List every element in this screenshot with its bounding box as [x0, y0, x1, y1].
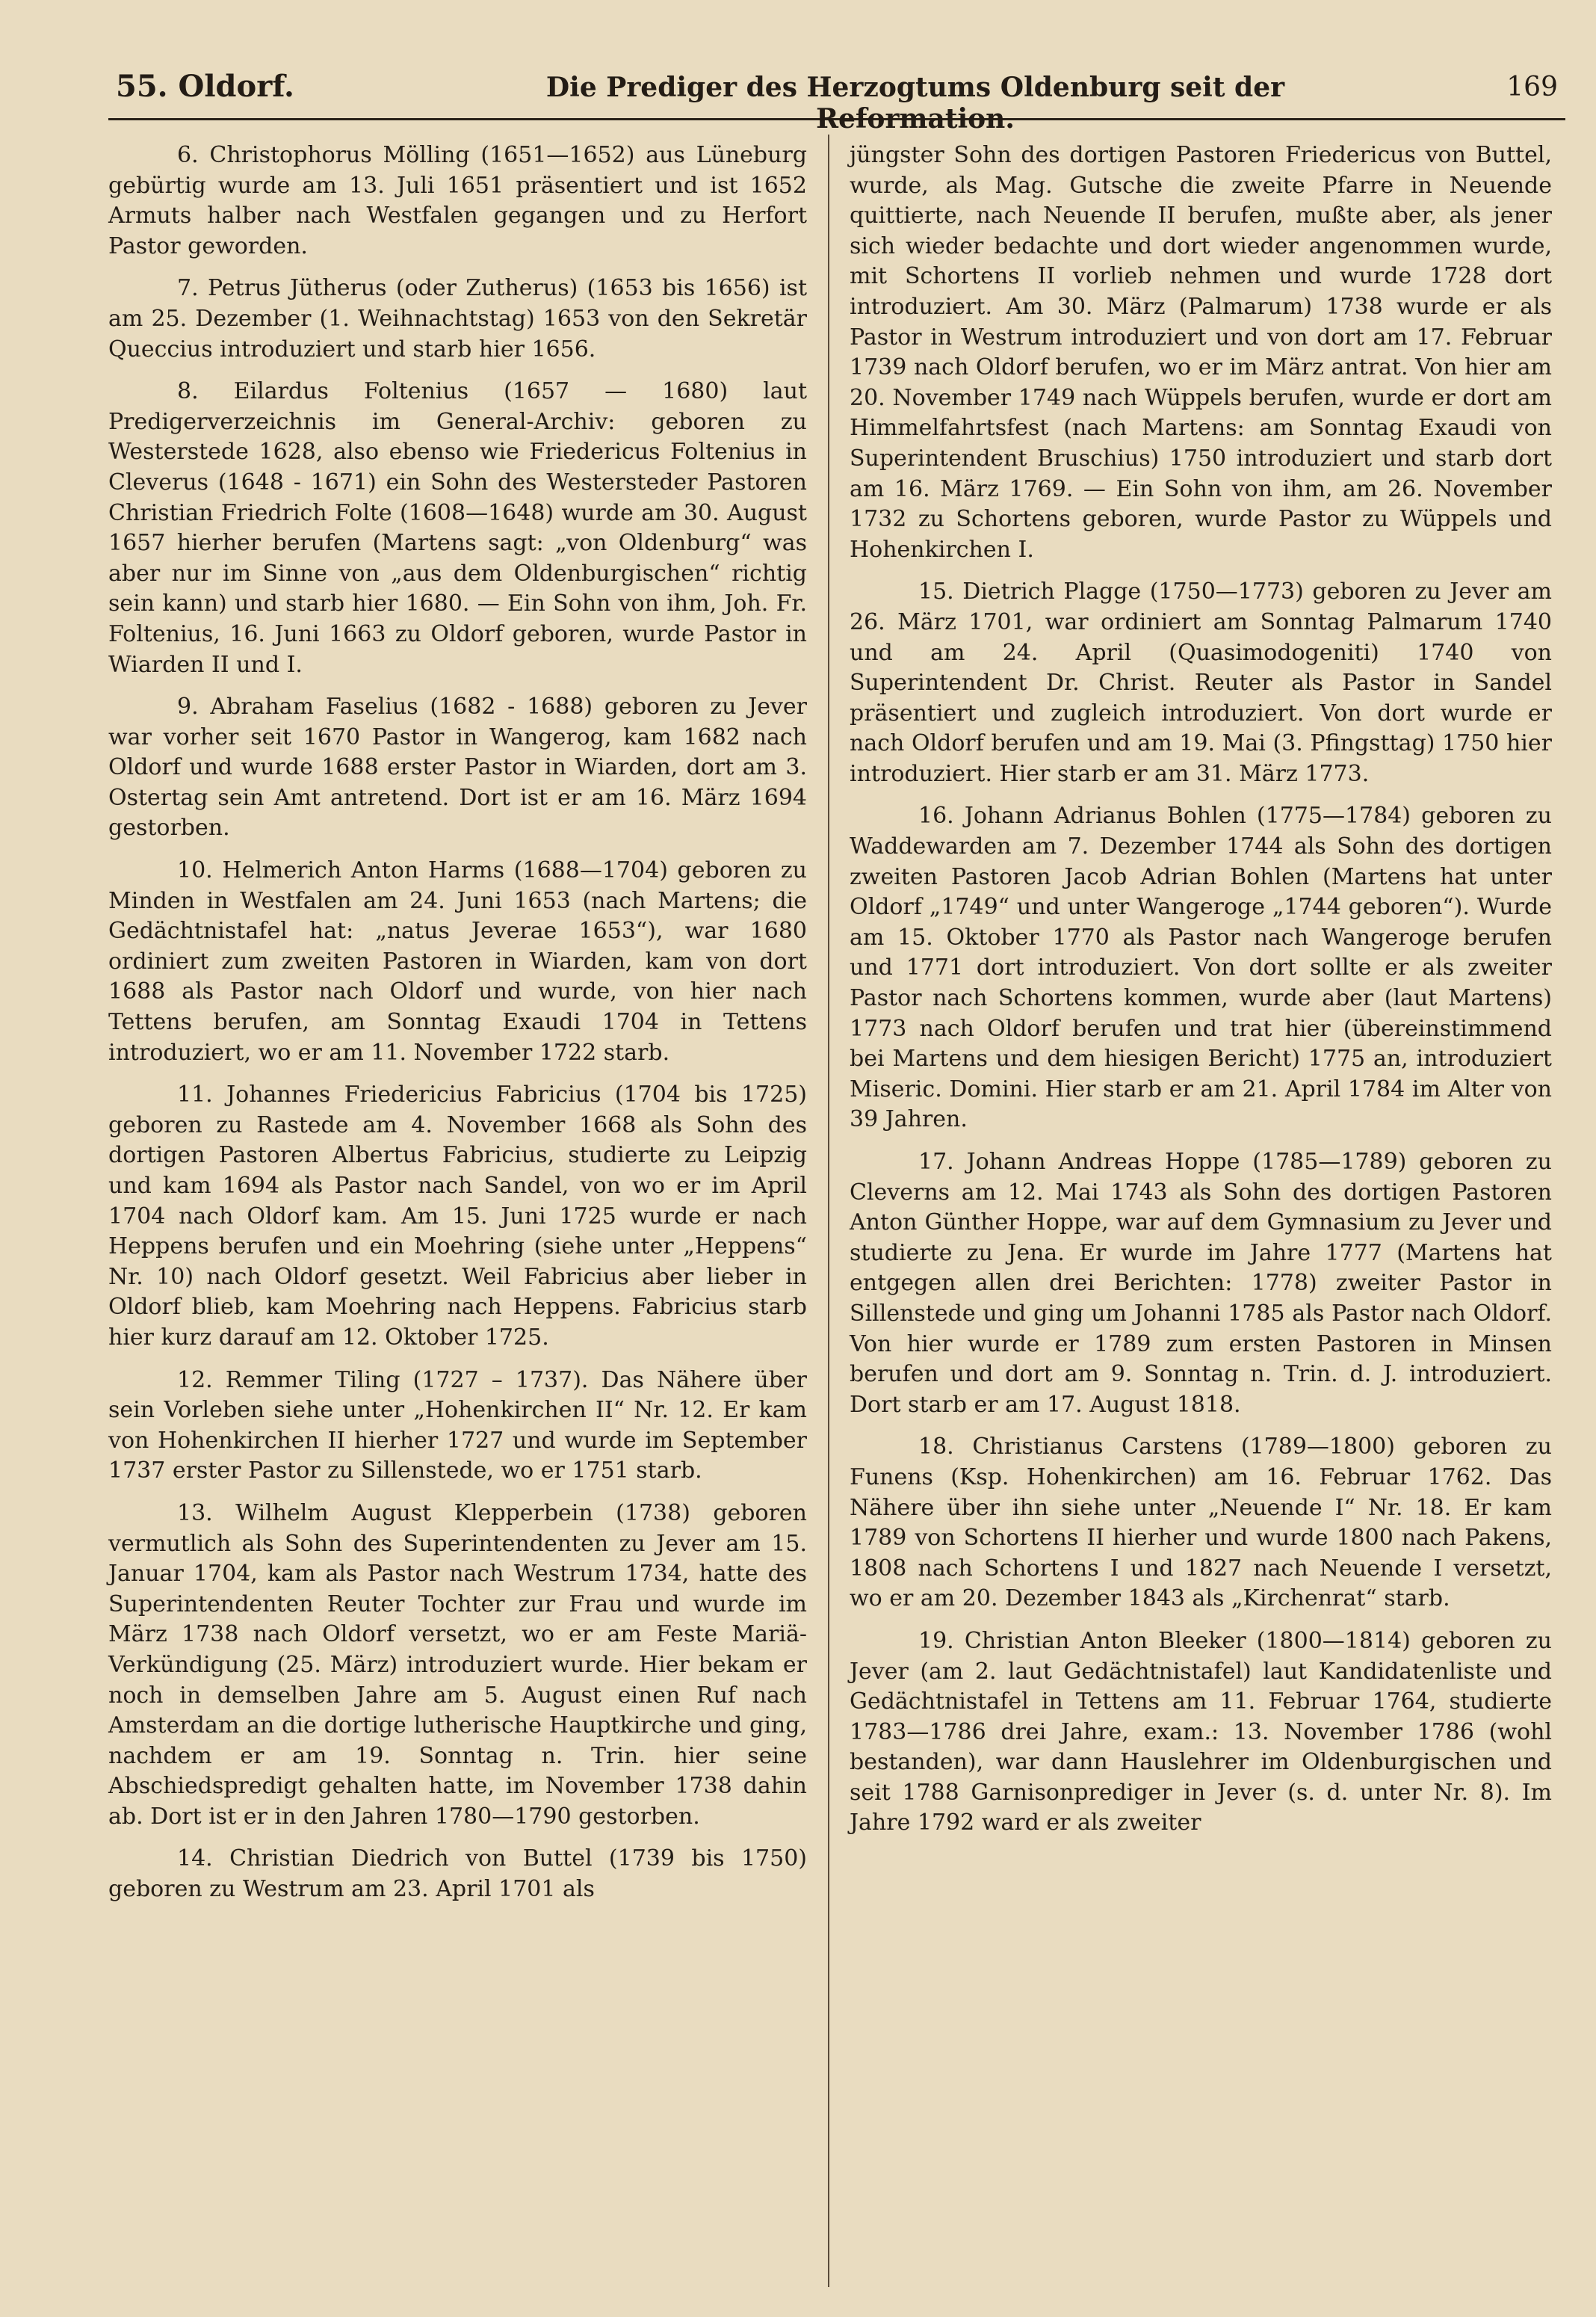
entry-paragraph: 15. Dietrich Plagge (1750—1773) geboren zu Jever am 26. März 1701, war ordiniert am Sonntag Palmarum 1740 und am 24. April (Quasimodogeniti) 1740 von Superintendent Dr. Christ. Reuter als Pastor in Sandel präsentiert und zugleich introduziert. Von dort wurde er nach Oldorf berufen und am 19. Mai (3. Pfingsttag) 1750 hier introduziert. Hier starb er am 31. März 1773.	[850, 579, 1552, 787]
left-column	[108, 141, 807, 1917]
entry-paragraph: 13. Wilhelm August Klepperbein (1738) geboren vermutlich als Sohn des Superintendenten zu Jever am 15. Januar 1704, kam als Pastor nach Westrum 1734, hatte des Superintendenten Reuter Tochter zur Frau und wurde im März 1738 nach Oldorf versetzt, wo er am Feste Mariä-Verkündigung (25. März) introduziert wurde. Hier bekam er noch in demselben Jahre am 5. August einen Ruf nach Amsterdam an die dortige lutherische Hauptkirche und ging, nachdem er am 19. Sonntag n. Trin. hier seine Abschiedspredigt gehalten hatte, im November 1738 dahin ab. Dort ist er in den Jahren 1780—1790 gestorben.	[108, 1499, 807, 1830]
entry-paragraph: 17. Johann Andreas Hoppe (1785—1789) geboren zu Cleverns am 12. Mai 1743 als Sohn des dortigen Pastoren Anton Günther Hoppe, war auf dem Gymnasium zu Jever und studierte zu Jena. Er wurde im Jahre 1777 (Martens hat entgegen allen drei Berichten: 1778) zweiter Pastor in Sillenstede und ging um Johanni 1785 als Pastor nach Oldorf. Von hier wurde er 1789 zum ersten Pastoren in Minsen berufen und dort am 9. Sonntag n. Trin. d. J. introduziert. Dort starb er am 17. August 1818.	[850, 1149, 1552, 1418]
entry-paragraph: 11. Johannes Friedericius Fabricius (1704 bis 1725) geboren zu Rastede am 4. November 1668 als Sohn des dortigen Pastoren Albertus Fabricius, studierte zu Leipzig und kam 1694 als Pastor nach Sandel, von wo er im April 1704 nach Oldorf kam. Am 15. Juni 1725 wurde er nach Heppens berufen und ein Moehring (siehe unter „Heppens“ Nr. 10) nach Oldorf gesetzt. Weil Fabricius aber lieber in Oldorf blieb, kam Moehring nach Heppens. Fabricius starb hier kurz darauf am 12. Oktober 1725.	[108, 1082, 807, 1351]
page-number: 169	[1506, 72, 1558, 102]
entry-paragraph: 8. Eilardus Foltenius (1657 — 1680) laut Predigerverzeichnis im General-Archiv: geboren zu Westerstede 1628, also ebenso wie Friedericus Foltenius in Cleverus (1648 - 1671) ein Sohn des Westersteder Pastoren Christian Friedrich Folte (1608—1648) wurde am 30. August 1657 hierher berufen (Martens sagt: „von Oldenburg“ was aber nur im Sinne von „aus dem Oldenburgischen“ richtig sein kann) und starb hier 1680. — Ein Sohn von ihm, Joh. Fr. Foltenius, 16. Juni 1663 zu Oldorf geboren, wurde Pastor in Wiarden II und I.	[108, 378, 807, 678]
entry-paragraph: 10. Helmerich Anton Harms (1688—1704) geboren zu Minden in Westfalen am 24. Juni 1653 (nach Martens; die Gedächtnistafel hat: „natus Jeverae 1653“), war 1680 ordiniert zum zweiten Pastoren in Wiarden, kam von dort 1688 als Pastor nach Oldorf und wurde, von hier nach Tettens berufen, am Sonntag Exaudi 1704 in Tettens introduziert, wo er am 11. November 1722 starb.	[108, 857, 807, 1066]
book-title: Die Prediger des Herzogtums Oldenburg seit der Reformation.	[545, 72, 1285, 135]
entry-paragraph: 12. Remmer Tiling (1727 – 1737). Das Nähere über sein Vorleben siehe unter „Hohenkirchen II“ Nr. 12. Er kam von Hohenkirchen II hierher 1727 und wurde im September 1737 erster Pastor zu Sillenstede, wo er 1751 starb.	[108, 1366, 807, 1484]
section-title: 55. Oldorf.	[116, 69, 294, 104]
entry-paragraph: 6. Christophorus Mölling (1651—1652) aus Lüneburg gebürtig wurde am 13. Juli 1651 präsentiert und ist 1652 Armuts halber nach Westfalen gegangen und zu Herfort Pastor geworden.	[108, 142, 807, 259]
entry-paragraph: 16. Johann Adrianus Bohlen (1775—1784) geboren zu Waddewarden am 7. Dezember 1744 als Sohn des dortigen zweiten Pastoren Jacob Adrian Bohlen (Martens hat unter Oldorf „1749“ und unter Wangeroge „1744 geboren“). Wurde am 15. Oktober 1770 als Pastor nach Wangeroge berufen und 1771 dort introduziert. Von dort sollte er als zweiter Pastor nach Schortens kommen, wurde aber (laut Martens) 1773 nach Oldorf berufen und trat hier (übereinstimmend bei Martens und dem hiesigen Bericht) 1775 an, introduziert Miseric. Domini. Hier starb er am 21. April 1784 im Alter von 39 Jahren.	[850, 803, 1552, 1133]
entry-paragraph-continued: jüngster Sohn des dortigen Pastoren Friedericus von Buttel, wurde, als Mag. Gutsche die zweite Pfarre in Neuende quittierte, nach Neuende II berufen, mußte aber, als jener sich wieder bedachte und dort wieder angenommen wurde, mit Schortens II vorlieb nehmen und wurde 1728 dort introduziert. Am 30. März (Palmarum) 1738 wurde er als Pastor in Westrum introduziert und von dort am 17. Februar 1739 nach Oldorf berufen, wo er im März antrat. Von hier am 20. November 1749 nach Wüppels berufen, wurde er dort am Himmelfahrtsfest (nach Martens: am Sonntag Exaudi von Superintendent Bruschius) 1750 introduziert und starb dort am 16. März 1769. — Ein Sohn von ihm, am 26. November 1732 zu Schortens geboren, wurde Pastor zu Wüppels und Hohenkirchen I.	[850, 142, 1552, 563]
entry-paragraph: 19. Christian Anton Bleeker (1800—1814) geboren zu Jever (am 2. laut Gedächtnistafel) laut Kandidatenliste und Gedächtnistafel in Tettens am 11. Februar 1764, studierte 1783—1786 drei Jahre, exam.: 13. November 1786 (wohl bestanden), war dann Hauslehrer im Oldenburgischen und seit 1788 Garnisonprediger in Jever (s. d. unter Nr. 8). Im Jahre 1792 ward er als zweiter	[850, 1627, 1552, 1836]
entry-paragraph: 14. Christian Diedrich von Buttel (1739 bis 1750) geboren zu Westrum am 23. April 1701 als	[108, 1845, 807, 1903]
running-header	[108, 64, 1565, 135]
right-column	[850, 141, 1552, 1851]
entry-paragraph: 9. Abraham Faselius (1682 - 1688) geboren zu Jever war vorher seit 1670 Pastor in Wangerog, kam 1682 nach Oldorf und wurde 1688 erster Pastor in Wiarden, dort am 3. Ostertag sein Amt antretend. Dort ist er am 16. März 1694 gestorben.	[108, 694, 807, 842]
entry-paragraph: 18. Christianus Carstens (1789—1800) geboren zu Funens (Ksp. Hohenkirchen) am 16. Februar 1762. Das Nähere über ihn siehe unter „Neuende I“ Nr. 18. Er kam 1789 von Schortens II hierher und wurde 1800 nach Pakens, 1808 nach Schortens I und 1827 nach Neuende I versetzt, wo er am 20. Dezember 1843 als „Kirchenrat“ starb.	[850, 1434, 1552, 1612]
entry-paragraph: 7. Petrus Jütherus (oder Zutherus) (1653 bis 1656) ist am 25. Dezember (1. Weihnachtstag) 1653 von den Sekretär Queccius introduziert und starb hier 1656.	[108, 275, 807, 362]
column-divider	[828, 135, 829, 2287]
